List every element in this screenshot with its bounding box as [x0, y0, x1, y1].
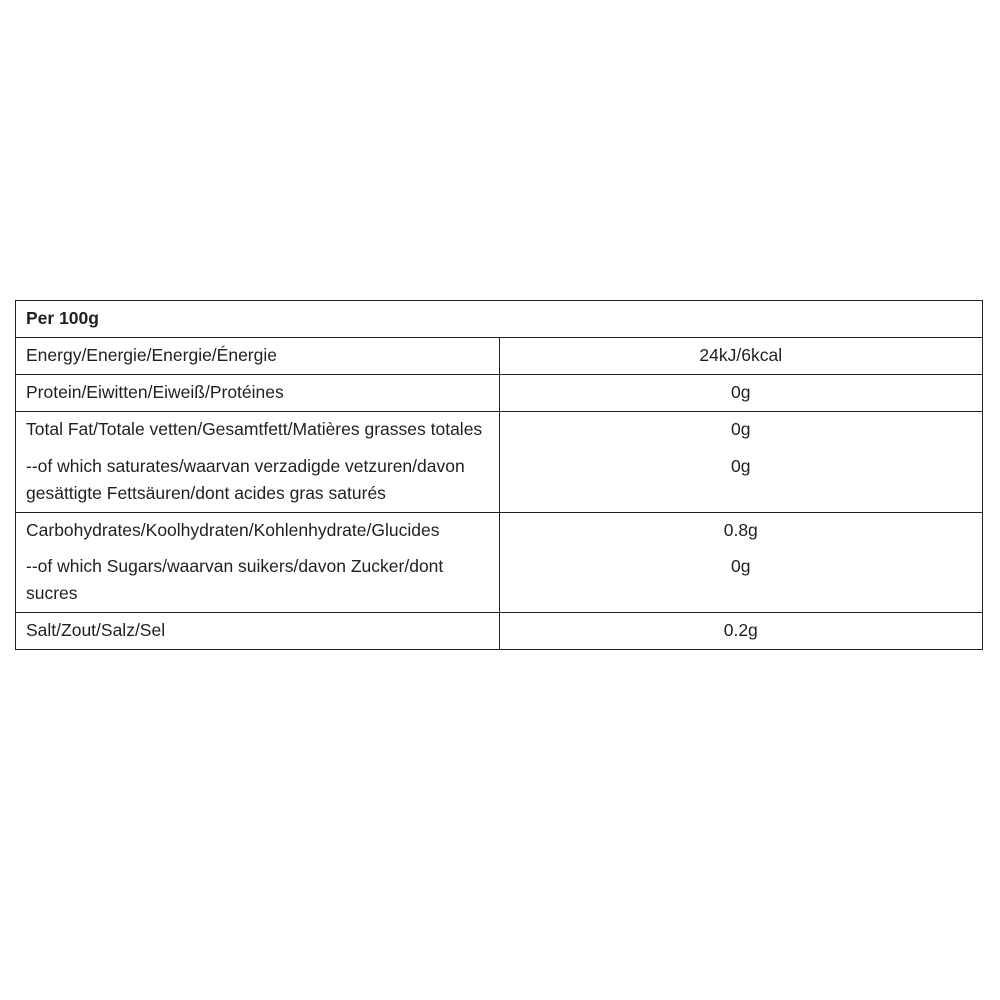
table-row — [16, 549, 983, 613]
nutrient-value-total-fat: 0g — [499, 412, 983, 449]
table-row — [16, 613, 983, 650]
per-100g-header: Per 100g — [16, 301, 983, 338]
nutrient-label-protein: Protein/Eiwitten/Eiweiß/Protéines — [16, 375, 500, 412]
nutrient-value-protein: 0g — [499, 375, 983, 412]
nutrient-value-saturates: 0g — [499, 449, 983, 513]
nutrient-value-sugars: 0g — [499, 549, 983, 613]
table-row — [16, 412, 983, 449]
table-row — [16, 449, 983, 513]
table-row — [16, 512, 983, 549]
table-row — [16, 338, 983, 375]
nutrition-information-table — [15, 300, 983, 650]
nutrient-label-salt: Salt/Zout/Salz/Sel — [16, 613, 500, 650]
nutrient-value-salt: 0.2g — [499, 613, 983, 650]
table-header-row — [16, 301, 983, 338]
table-row — [16, 375, 983, 412]
nutrient-label-saturates: --of which saturates/waarvan verzadigde vetzuren/davon gesättigte Fettsäuren/dont acides gras saturés — [16, 449, 500, 513]
nutrient-label-sugars: --of which Sugars/waarvan suikers/davon Zucker/dont sucres — [16, 549, 500, 613]
nutrient-label-carbohydrates: Carbohydrates/Koolhydraten/Kohlenhydrate/Glucides — [16, 512, 500, 549]
nutrition-table-container — [15, 300, 983, 650]
nutrient-label-total-fat: Total Fat/Totale vetten/Gesamtfett/Matières grasses totales — [16, 412, 500, 449]
nutrient-value-carbohydrates: 0.8g — [499, 512, 983, 549]
nutrient-value-energy: 24kJ/6kcal — [499, 338, 983, 375]
nutrient-label-energy: Energy/Energie/Energie/Énergie — [16, 338, 500, 375]
